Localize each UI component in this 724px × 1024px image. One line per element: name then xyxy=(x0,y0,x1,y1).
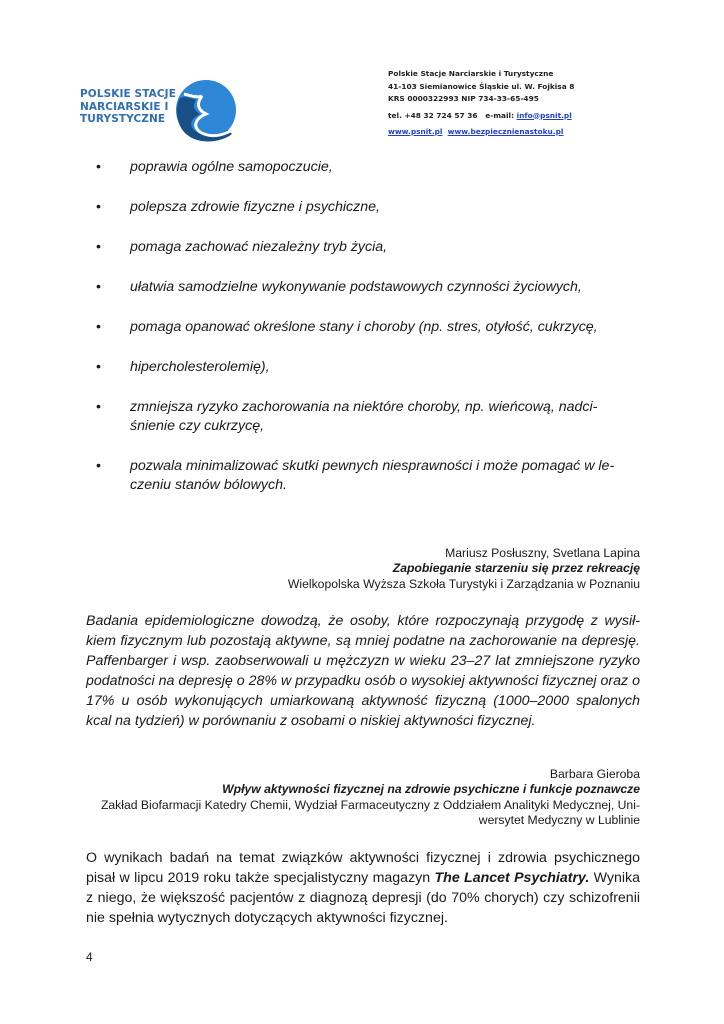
logo-line-2: NARCIARSKIE I xyxy=(80,100,169,113)
bullet-icon: • xyxy=(96,159,101,175)
website-link-bezpiecznie[interactable]: www.bezpiecznienastoku.pl xyxy=(447,127,564,136)
bullet-icon: • xyxy=(96,399,101,415)
list-item xyxy=(96,278,636,297)
bullet-icon: • xyxy=(96,319,101,335)
benefits-list xyxy=(96,158,636,516)
list-item xyxy=(96,358,636,377)
citation-authors: Mariusz Posłuszny, Svetlana Lapina xyxy=(445,546,640,560)
logo-line-1: POLSKIE STACJE xyxy=(80,88,176,100)
bullet-icon: • xyxy=(96,239,101,255)
paragraph-lancet xyxy=(86,848,640,928)
citation-institution: Zakład Biofarmacji Katedry Chemii, Wydział Farmaceutyczny z Oddziałem Analityki Medycznej, Uniwersytet Medyczny w Lublinie xyxy=(100,797,640,828)
list-item-text: polepsza zdrowie fizyczne i psychiczne, xyxy=(130,199,380,215)
list-item xyxy=(96,238,636,257)
list-item-text: poprawia ogólne samopoczucie, xyxy=(130,159,333,175)
list-item-text: pozwala minimalizować skutki pewnych niesprawności i może pomagać w leczeniu stanów bólowych. xyxy=(130,458,615,493)
list-item-text: ułatwia samodzielne wykonywanie podstawowych czynności życiowych, xyxy=(130,279,582,295)
citation-gieroba xyxy=(80,767,640,829)
bullet-icon: • xyxy=(96,458,101,474)
citation-institution: Wielkopolska Wyższa Szkoła Turystyki i Zarządzania w Poznaniu xyxy=(287,576,640,591)
org-registry: KRS 0000322993 NIP 734-33-65-495 xyxy=(388,94,539,103)
list-item xyxy=(96,318,636,337)
paragraph-text: O wynikach badań na temat związków aktywności fizycznej i zdrowia psychicznego pisał w lipcu 2019 roku także specjalistyczny magazyn xyxy=(86,850,640,886)
list-item-text: zmniejsza ryzyko zachorowania na niektóre choroby, np. wieńcową, nadciśnienie czy cukrzycę, xyxy=(130,399,598,434)
paragraph-epidemiology: Badania epidemiologiczne dowodzą, że osoby, które rozpoczynają przygodę z wysiłkiem fizycznym lub pozostają aktywne, są mniej podatne na zachorowanie na depresję. Paffenbarger i wsp. zaobserwowali u mężczyzn w wieku 23–27 lat zmniejszone ryzyko podatności na depresję o 28% w przypadku osób o wysokiej aktywności fizycznej oraz o 17% u osób wykonujących umiarkowaną aktywność fizyczną (1000–2000 spalonych kcal na tydzień) w porównaniu z osobami o niskiej aktywności fizycznej. xyxy=(86,613,640,729)
list-item xyxy=(96,398,636,436)
email-label: e-mail: xyxy=(485,110,515,120)
logo-text xyxy=(80,88,176,126)
websites-line xyxy=(388,126,574,139)
magazine-title: The Lancet Psychiatry. xyxy=(434,870,590,886)
bullet-icon: • xyxy=(96,199,101,215)
page-number: 4 xyxy=(86,950,93,964)
logo-line-3: TURYSTYCZNE xyxy=(80,113,166,125)
org-address: 41-103 Siemianowice Śląskie ul. W. Fojkisa 8 xyxy=(388,81,575,91)
list-item xyxy=(96,457,636,495)
list-item-text: hipercholesterolemię), xyxy=(130,359,270,375)
citation-author: Barbara Gieroba xyxy=(549,767,640,781)
letterhead xyxy=(0,0,724,150)
contact-block xyxy=(388,68,574,139)
citation-title: Zapobieganie starzeniu się przez rekreację xyxy=(392,561,640,576)
list-item-text: pomaga opanować określone stany i choroby (np. stres, otyłość, cukrzycę, xyxy=(130,319,598,335)
list-item xyxy=(96,198,636,217)
list-item-text: pomaga zachować niezależny tryb życia, xyxy=(130,239,388,255)
org-name: Polskie Stacje Narciarskie i Turystyczne xyxy=(388,69,554,78)
paragraph-text: Wynika z niego, że większość pacjentów z diagnozą depresji (do 70% chorych) czy schizofrenii nie spełnia wytycznych dotyczących aktywności fizycznej. xyxy=(86,870,640,926)
list-item xyxy=(96,158,636,177)
citation-title: Wpływ aktywności fizycznej na zdrowie psychiczne i funkcje poznawcze xyxy=(222,782,640,797)
psnit-logo xyxy=(80,80,240,144)
bullet-icon: • xyxy=(96,279,101,295)
logo-mountain-icon xyxy=(170,80,240,144)
bullet-icon: • xyxy=(96,359,101,375)
email-link[interactable]: info@psnit.pl xyxy=(516,110,572,120)
phone-number: tel. +48 32 724 57 36 xyxy=(388,110,478,120)
website-link-psnit[interactable]: www.psnit.pl xyxy=(388,127,443,136)
contact-line xyxy=(388,110,574,123)
citation-posluszny xyxy=(220,546,640,592)
